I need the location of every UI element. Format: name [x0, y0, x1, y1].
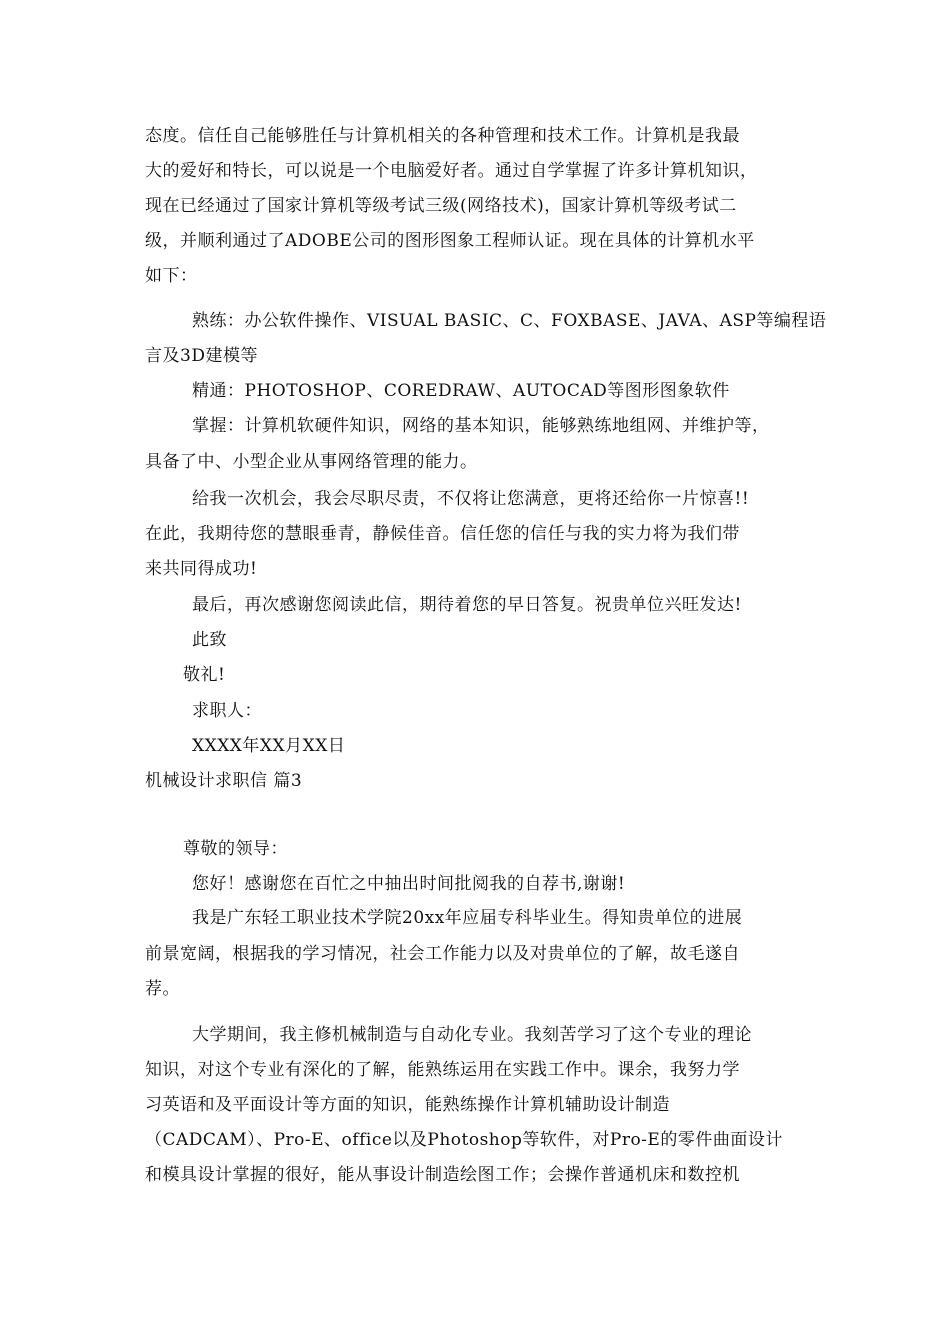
text-line: 如下： — [145, 266, 198, 286]
text-line: 最后，再次感谢您阅读此信，期待着您的早日答复。祝贵单位兴旺发达! — [192, 595, 742, 615]
text-line: 大的爱好和特长，可以说是一个电脑爱好者。通过自学掌握了许多计算机知识， — [145, 161, 758, 181]
text-line: 我是广东轻工职业技术学院20xx年应届专科毕业生。得知贵单位的进展 — [192, 908, 743, 928]
greeting: 尊敬的领导： — [183, 839, 288, 859]
applicant-label: 求职人： — [192, 701, 262, 721]
closing-salutation: 此致 — [192, 630, 227, 650]
text-line: 和模具设计掌握的很好，能从事设计制造绘图工作；会操作普通机床和数控机 — [145, 1165, 740, 1185]
text-line: 熟练：办公软件操作、VISUAL BASIC、C、FOXBASE、JAVA、ASP等编程语 — [192, 311, 827, 331]
text-line: 现在已经通过了国家计算机等级考试三级(网络技术)，国家计算机等级考试二 — [145, 196, 737, 216]
text-line: 言及3D建模等 — [145, 346, 258, 366]
text-line: 前景宽阔，根据我的学习情况，社会工作能力以及对贵单位的了解，故毛遂自 — [145, 944, 740, 964]
date-line: XXXX年XX月XX日 — [192, 736, 346, 756]
text-line: 您好！感谢您在百忙之中抽出时间批阅我的自荐书,谢谢! — [192, 874, 626, 894]
closing-regards: 敬礼! — [183, 665, 226, 685]
text-line: 在此，我期待您的慧眼垂青，静候佳音。信任您的信任与我的实力将为我们带 — [145, 524, 740, 544]
section-heading: 机械设计求职信 篇3 — [145, 771, 303, 791]
text-line: 态度。信任自己能够胜任与计算机相关的各种管理和技术工作。计算机是我最 — [145, 126, 740, 146]
text-line: 给我一次机会，我会尽职尽责，不仅将让您满意，更将还给你一片惊喜!! — [192, 489, 750, 509]
text-line: 荐。 — [145, 979, 180, 999]
text-line: 习英语和及平面设计等方面的知识，能熟练操作计算机辅助设计制造 — [145, 1095, 670, 1115]
text-line: （CADCAM）、Pro-E、office以及Photoshop等软件，对Pro-E的零件曲面设计 — [145, 1130, 783, 1150]
text-line: 级，并顺利通过了ADOBE公司的图形图象工程师认证。现在具体的计算机水平 — [145, 231, 755, 251]
text-line: 大学期间，我主修机械制造与自动化专业。我刻苦学习了这个专业的理论 — [192, 1025, 752, 1045]
text-line: 知识，对这个专业有深化的了解，能熟练运用在实践工作中。课余，我努力学 — [145, 1060, 740, 1080]
text-line: 精通：PHOTOSHOP、COREDRAW、AUTOCAD等图形图象软件 — [192, 381, 730, 401]
text-line: 来共同得成功! — [145, 559, 258, 579]
text-line: 掌握：计算机软硬件知识，网络的基本知识，能够熟练地组网、并维护等， — [192, 416, 770, 436]
text-line: 具备了中、小型企业从事网络管理的能力。 — [145, 452, 478, 472]
